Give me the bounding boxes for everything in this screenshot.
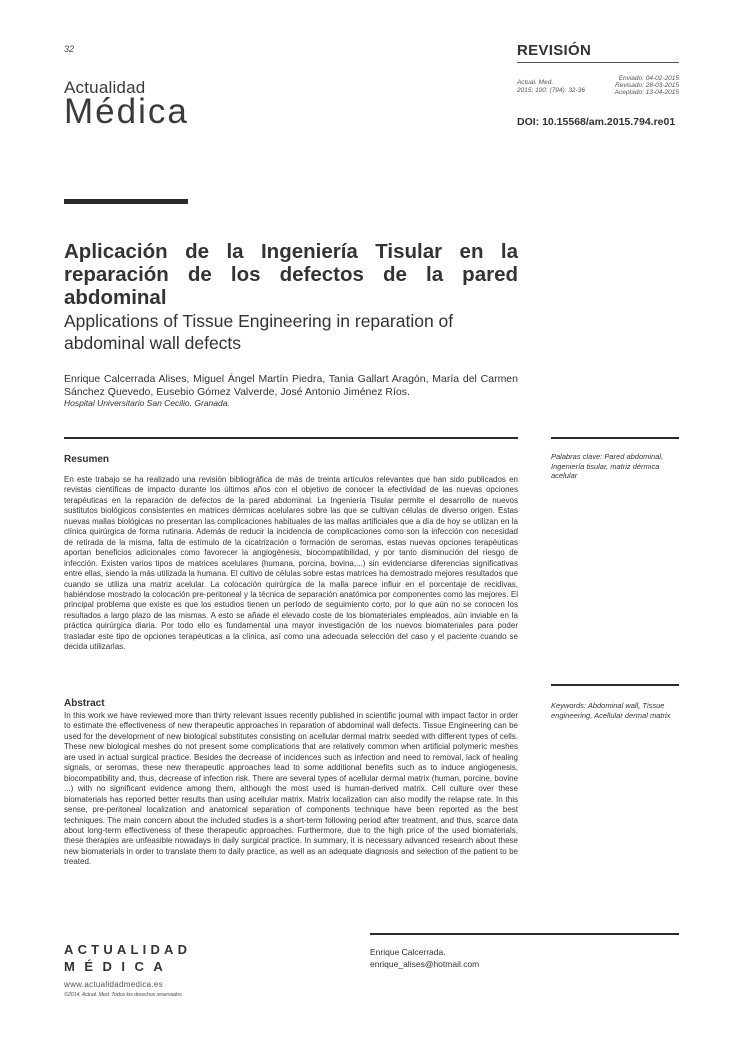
footer-brand-line2: MÉDICA [64, 959, 173, 974]
article-title-english: Applications of Tissue Engineering in reparation of abdominal wall defects [64, 311, 454, 353]
date-sent: Enviado: 04-02-2015 [618, 75, 679, 82]
section-label: REVISIÓN [517, 42, 592, 59]
keywords-english: Keywords: Abdominal wall, Tissue engineering, Acellular dermal matrix [551, 701, 671, 720]
citation-journal: Actual. Med. [517, 79, 554, 86]
author-list: Enrique Calcerrada Alises, Miguel Ángel Martín Piedra, Tania Gallart Aragón, María del Carmen Sánchez Quevedo, Eusebio Gómez Valverde, José Antonio Jiménez Ríos. [64, 373, 518, 398]
resumen-body: En este trabajo se ha realizado una revisión bibliográfica de más de treinta artículos relevantes que han sido publicados en revistas científicas de impacto durante los últimos años con el objetivo de conocer la efectividad de las nuevas opciones terapéuticas en la reparación de defectos de la pared abdominal. La Ingeniería Tisular permite el desarrollo de nuevos sustitutos biológicos consistentes en matrices dérmicas acelulares sobre las que se cultivan células de diverso origen. Estas nuevas mallas biológicas no presentan las complicaciones habituales de las mallas artificiales que a día de hoy se utilizan en la clínica quirúrgica de forma rutinaria. Además de reducir la incidencia de complicaciones como son la infección con necesidad de retirada de la misma, falta de estímulo de la cicatrización o formación de seromas, estas nuevas opciones terapéuticas aportan beneficios adicionales como favorecer la angiogénesis, biocompatibilidad, y por tanto disminución del riesgo de infección. Existen varios tipos de matrices acelulares (humana, porcina, bovina,...) sin evidenciarse diferencias significativas entre ellas, siendo la más utilizada la humana. El cultivo de células sobre estas matrices ha demostrado mejores resultados que cuando se utiliza una matriz acelular. La colocación quirúrgica de la malla parece influir en el porcentaje de recidivas, habiéndose mostrado la colocación pre-peritoneal y la técnica de separación anatómica por componentes como las mejores. El principal problema que existe es que los estudios tienen un período de seguimiento corto, por lo que aún no se conocen los resultados a largo plazo de las mismas. A esto se añade el elevado coste de los biomateriales empleados, aún inviable en la práctica quirúrgica diaria. Por todo ello es fundamental una mayor investigación de los nuevos biomateriales para poder trasladar este tipo de opciones terapéuticas a la clínica, así como una adecuada selección del caso y el paciente cuando se decida utilizarlas. [64, 475, 518, 652]
doi-link[interactable]: DOI: 10.15568/am.2015.794.re01 [517, 116, 676, 128]
footer-copyright: ©2014. Actual. Med. Todos los derechos reservados [64, 992, 182, 998]
article-dates [615, 75, 679, 96]
abstract-body: In this work we have reviewed more than thirty relevant issues recently published in scientific journal with impact factor in order to estimate the effectiveness of new therapeutic approaches in reparation of abdominal wall defects. Tissue Engineering can be used for the development of new biological substitutes consisting on acellular dermal matrix seeded with different types of cells. These new biological meshes do not present some complications that are relatively common when artificial polymeric meshes are used in actual surgical practice. Besides the decrease of incidences such as infection and need to removal, lack of healing signals, or seromas, these new therapeutic approaches lead to some additional benefits such as to induce angiogenesis, biocompatibility and, thus, decrease of infection risk. There are several types of acellular dermal matrix (human, porcine, bovine ...) with no significant evidence among them, although the most used is human-derived matrix. Cell culture over these biomaterials has reported better results than using acellular matrix. Matrix localization can also modify the relapse rate. In this sense, pre-peritoneal localization and anatomical separation of components technique have been reported as the best techniques. The main concern about the included studies is a short-term following period after treatment, and thus, scarce data about long-term effectiveness of these therapeutic approaches. Furthermore, due to the high price of the used biomaterials, these therapies are unfeasible nowadays in daily surgical practice. In summary, it is necessary advanced research about these new biomaterials in order to translate them to daily practice, as well as an adequate diagnosis and selection of the patient to be treated. [64, 711, 518, 867]
keywords-spanish: Palabras clave: Pared abdominal, Ingeniería tisular, matriz dérmica acelular [551, 452, 664, 480]
contact-name: Enrique Calcerrada. [370, 947, 446, 957]
date-accepted: Aceptado: 13-04-2015 [614, 89, 679, 96]
footer-brand-line1: ACTUALIDAD [64, 942, 192, 957]
abstract-heading: Abstract [64, 698, 105, 709]
correspondence-block [370, 946, 479, 970]
citation-volume: 2015; 100: (794): 32-36 [517, 87, 585, 94]
logo-underline-bar [64, 199, 188, 204]
citation [517, 79, 585, 95]
date-revised: Revisado: 28-03-2015 [615, 82, 679, 89]
sidebar-divider-middle [551, 684, 679, 686]
footer-website-link[interactable]: www.actualidadmedica.es [64, 980, 163, 989]
page-number: 32 [64, 44, 75, 54]
journal-logo-line1: Actualidad [64, 78, 146, 97]
sidebar-divider-top [551, 437, 679, 439]
main-divider-top [64, 437, 518, 439]
contact-email-link[interactable]: enrique_alises@hotmail.com [370, 959, 480, 969]
journal-logo-line2: Médica [64, 92, 189, 131]
contact-divider [370, 933, 679, 935]
article-title-spanish: Aplicación de la Ingeniería Tisular en la reparación de los defectos de la pared abdominal [64, 240, 518, 309]
section-divider [517, 62, 679, 63]
resumen-heading: Resumen [64, 454, 110, 465]
author-affiliation: Hospital Universitario San Cecilio. Granada. [64, 398, 230, 408]
